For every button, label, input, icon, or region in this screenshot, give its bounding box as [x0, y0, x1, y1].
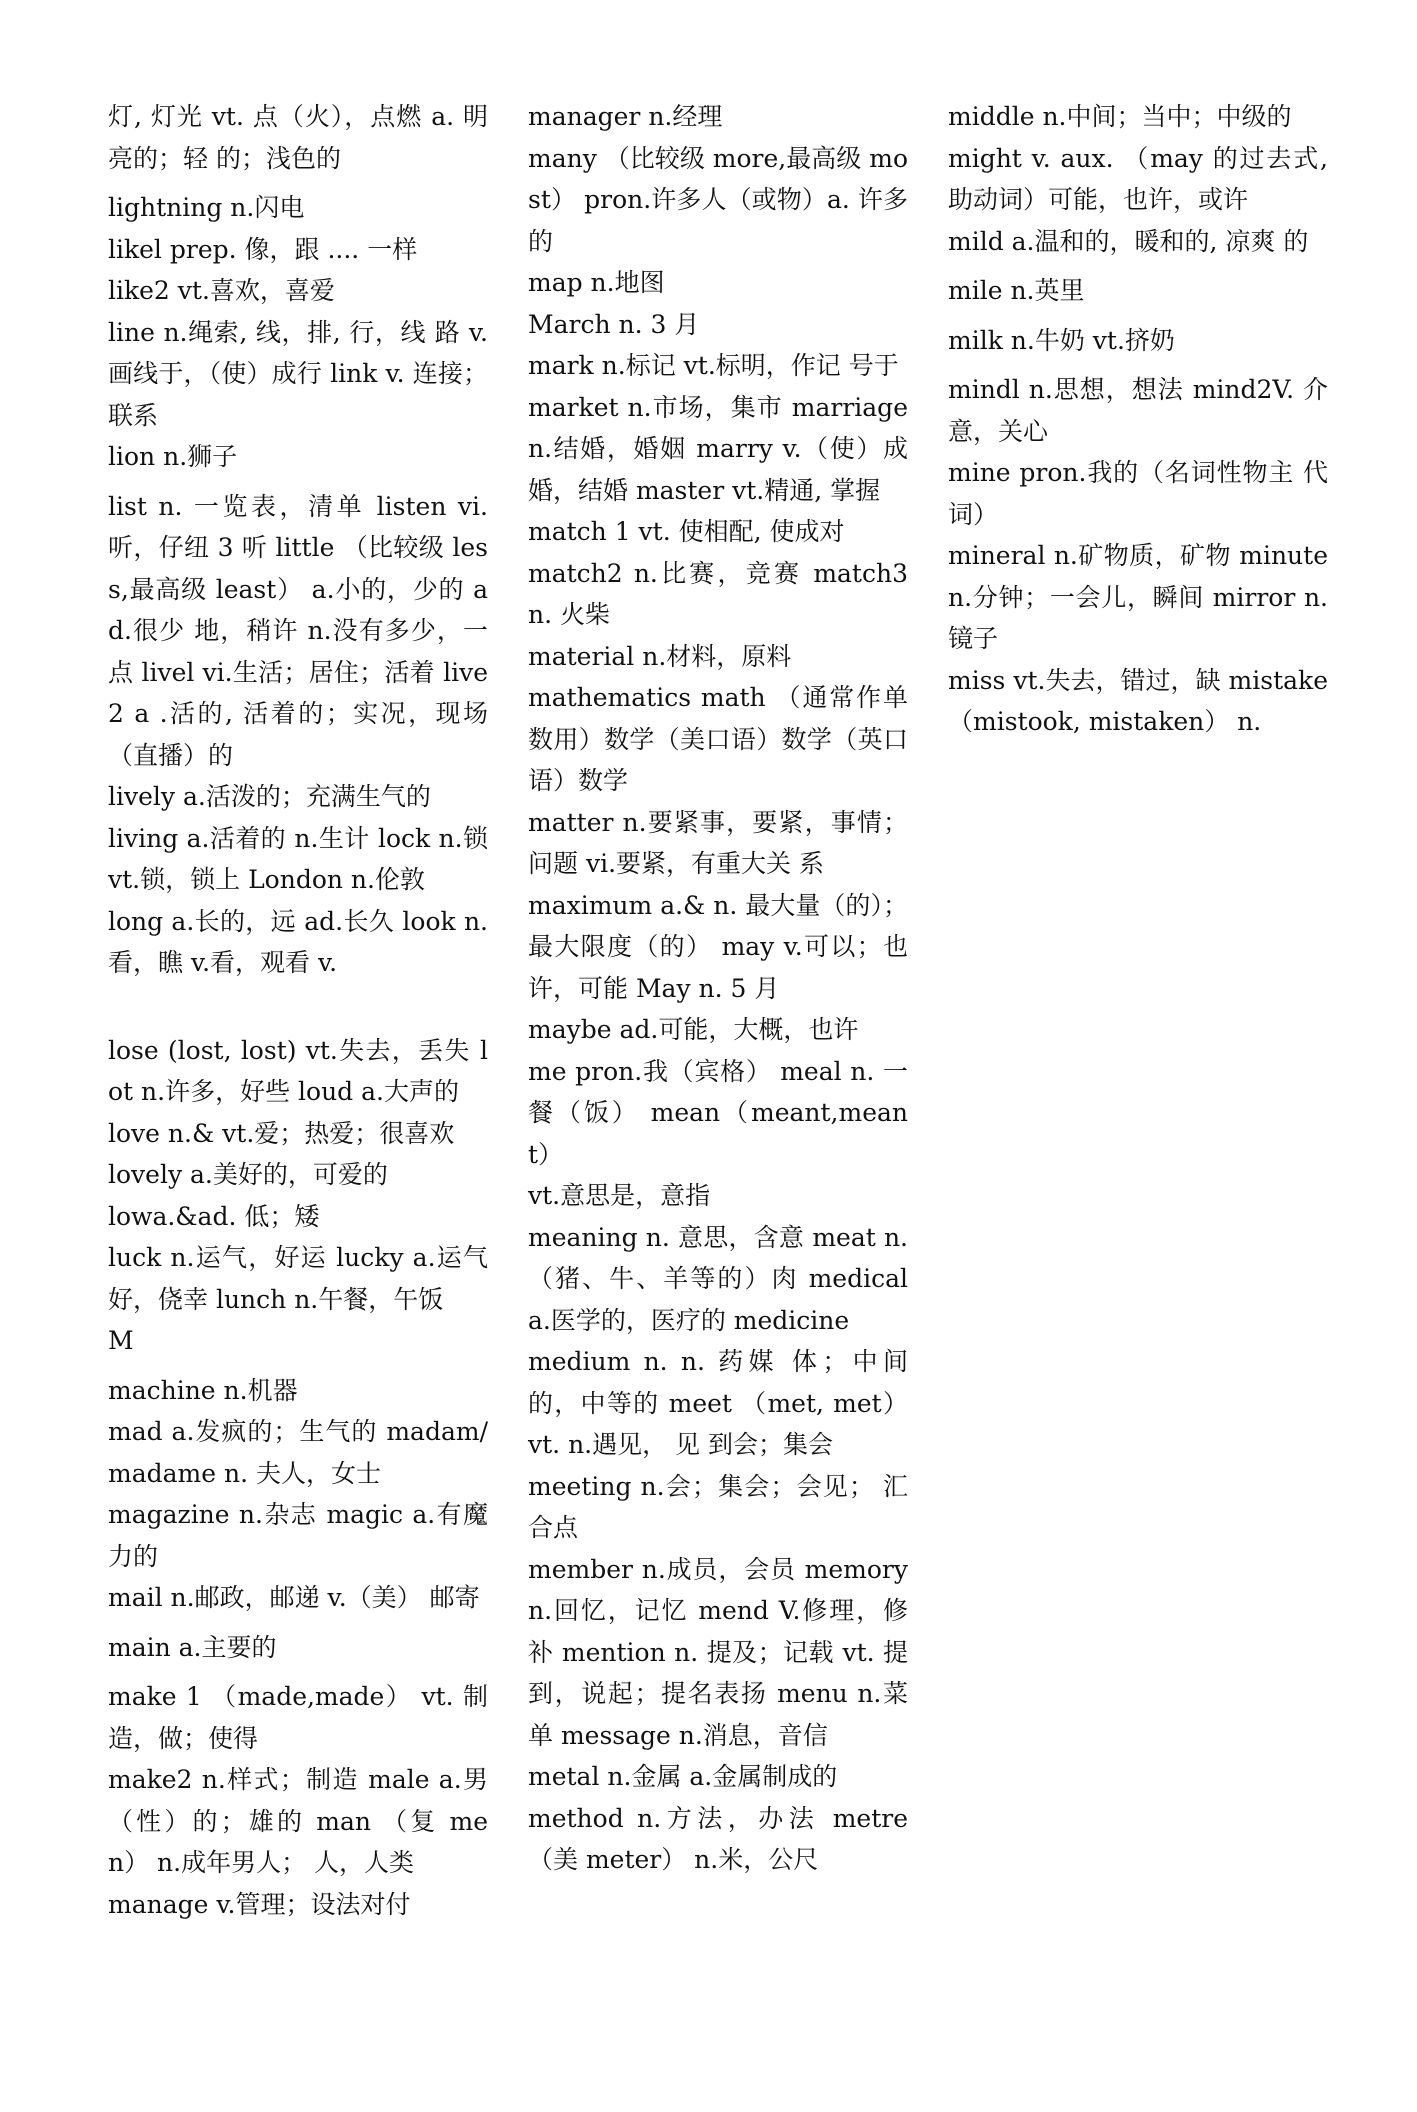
entry: likel prep. 像，跟 .... 一样 [108, 234, 418, 264]
entry: living a.活着的 n.生计 lock n.锁 vt.锁，锁上 London n.伦敦 [108, 823, 488, 894]
entry: lightning n.闪电 [108, 193, 305, 222]
entry: matter n.要紧事，要紧，事情；问题 vi.要紧，有重大关 系 [528, 807, 908, 878]
entry: might v. aux. （may 的过去式, 助动词）可能，也许，或许 [948, 143, 1328, 214]
entry: maximum a.& n. 最大量（的）；最大限度（的） may v.可以；也许，可能 May n. 5 月 [528, 890, 908, 1003]
entry: middle n.中间；当中；中级的 [948, 102, 1292, 131]
entry: make 1 （made,made） vt. 制造，做；使得 [108, 1682, 488, 1753]
entry: lowa.&ad. 低；矮 [108, 1201, 320, 1231]
entry: lively a.活泼的；充满生气的 [108, 782, 431, 811]
entry: meeting n.会；集会；会见； 汇合点 [528, 1471, 908, 1542]
entry: material n.材料，原料 [528, 641, 792, 671]
entry: lose (lost, lost) vt.失去，丢失 lot n.许多，好些 loud a.大声的 [108, 1035, 488, 1106]
entry: maybe ad.可能，大概，也许 [528, 1015, 859, 1044]
entry: me pron.我（宾格） meal n. 一餐（饭） mean（meant,meant） [528, 1056, 908, 1169]
entry: mindl n.思想，想法 mind2V. 介意，关心 [948, 375, 1328, 446]
column-right [948, 96, 1328, 743]
entry: love n.& vt.爱；热爱；很喜欢 [108, 1118, 455, 1148]
entry: mile n.英里 [948, 276, 1085, 305]
entry: magazine n.杂志 magic a.有魔力的 [108, 1500, 488, 1571]
entry: vt.意思是，意指 [528, 1181, 711, 1210]
entry: lovely a.美好的，可爱的 [108, 1160, 388, 1189]
entry: member n.成员，会员 memory n.回忆，记忆 mend V.修理，修补 mention n. 提及；记载 vt. 提 到，说起；提名表扬 menu n.菜单 message n.消息，音信 [528, 1554, 908, 1750]
entry: method n.方法，办法 metre （美 meter） n.米，公尺 [528, 1803, 908, 1874]
entry: market n.市场，集市 marriage n.结婚，婚姻 marry v.（使）成婚，结婚 master vt.精通, 掌握 [528, 392, 908, 505]
entry: mild a.温和的，暖和的, 凉爽 的 [948, 226, 1309, 256]
entry: machine n.机器 [108, 1375, 298, 1405]
entry: manager n.经理 [528, 102, 723, 131]
entry: medium n. n. 药媒 体；中间的，中等的 meet （met, met） vt. n.遇见， 见 到会；集会 [528, 1347, 908, 1459]
entry: meaning n. 意思，含意 meat n.（猪、牛、羊等的）肉 medical a.医学的，医疗的 medicine [528, 1222, 908, 1335]
entry: long a.长的，远 ad.长久 look n. 看，瞧 v.看，观看 v. [108, 906, 488, 977]
entry: many （比较级 more,最高级 most） pron.许多人（或物）a. 许多的 [528, 143, 908, 256]
entry: mathematics math （通常作单数用）数学（美口语）数学（英口语）数学 [528, 683, 908, 795]
entry: manage v.管理；设法对付 [108, 1889, 411, 1919]
column-middle [528, 96, 908, 1881]
entry: map n.地图 [528, 268, 665, 297]
entry: make2 n.样式；制造 male a.男（性）的；雄的 man （复 men） n.成年男人； 人，人类 [108, 1765, 488, 1877]
entry: mail n.邮政，邮递 v.（美） 邮寄 [108, 1583, 480, 1612]
entry: mad a.发疯的；生气的 madam/ madame n. 夫人，女士 [108, 1417, 488, 1488]
entry: list n. 一览表，清单 listen vi. 听，仔纽 3 听 little （比较级 less,最高级 least） a.小的，少的 ad.很少 地，稍许 n.没有多少，一点 livel vi.生活；居住；活着 live 2 a .活的, 活着的；实况，现场（直播）的 [108, 491, 488, 770]
entry: luck n.运气，好运 lucky a.运气好，侥幸 lunch n.午餐，午饭 [108, 1243, 488, 1314]
entry: match 1 vt. 使相配, 使成对 [528, 517, 845, 546]
entry: like2 vt.喜欢，喜爱 [108, 276, 335, 305]
entry: miss vt.失去，错过，缺 mistake （mistook, mistaken） n. [948, 665, 1328, 736]
section-letter: M [108, 1326, 134, 1355]
column-left [108, 96, 488, 1925]
entry: mineral n.矿物质，矿物 minute n.分钟；一会儿，瞬间 mirror n. 镜子 [948, 541, 1328, 653]
entry: 灯, 灯光 vt. 点（火），点燃 a. 明亮的；轻 的；浅色的 [108, 102, 488, 173]
entry: milk n.牛奶 vt.挤奶 [948, 325, 1175, 355]
entry: main a.主要的 [108, 1632, 277, 1662]
entry: metal n.金属 a.金属制成的 [528, 1762, 838, 1791]
entry: lion n.狮子 [108, 442, 238, 471]
entry: mark n.标记 vt.标明，作记 号于 [528, 351, 899, 380]
entry: March n. 3 月 [528, 309, 700, 339]
entry: line n.绳索, 线，排, 行，线 路 v.画线于，（使）成行 link v. 连接；联系 [108, 317, 488, 430]
entry: mine pron.我的（名词性物主 代词） [948, 458, 1328, 529]
entry: match2 n.比赛，竞赛 match3 n. 火柴 [528, 558, 908, 629]
